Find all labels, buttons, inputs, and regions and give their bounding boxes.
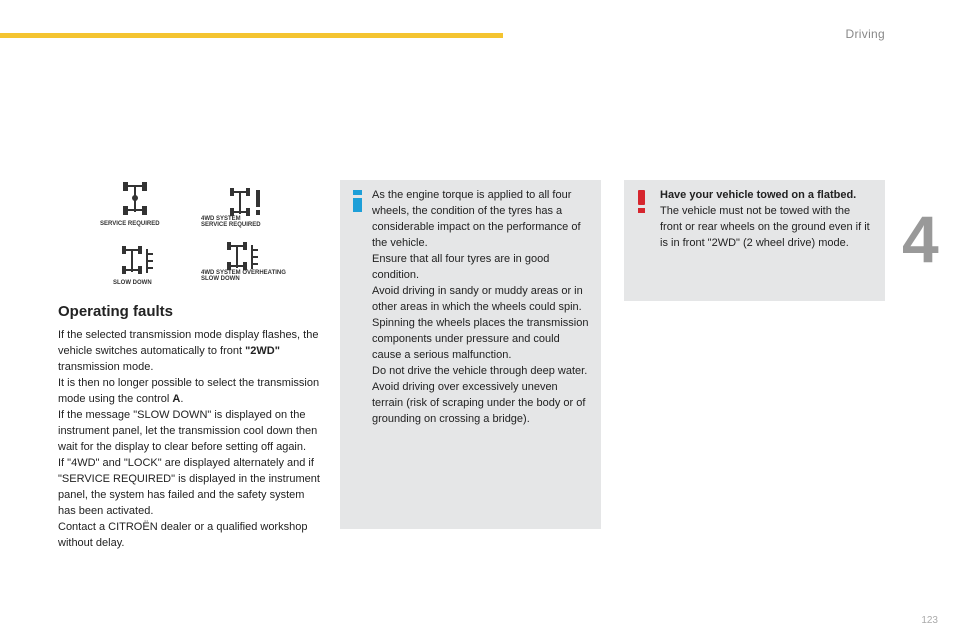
paragraph: If the selected transmission mode display flashes, the vehicle switches automatically to front "2WD" transmission mode. [58,329,319,373]
operating-faults-text [58,327,320,551]
page-number: 123 [921,615,938,626]
paragraph: Avoid driving in sandy or muddy areas or in other areas in which the wheels could spin. [372,285,583,313]
info-icon [353,190,363,212]
warning-heading: Have your vehicle towed on a flatbed. [660,189,857,201]
paragraph: If the message "SLOW DOWN" is displayed on the instrument panel, let the transmission cool down then wait for the display to clear before setting off again. [58,409,318,453]
paragraph: Contact a CITROËN dealer or a qualified workshop without delay. [58,521,308,549]
paragraph: As the engine torque is applied to all four wheels, the condition of the tyres has a considerable impact on the performance of the vehicle. [372,189,581,249]
paragraph: Avoid driving over excessively uneven terrain (risk of scraping under the body or of grounding on crossing a bridge). [372,381,586,425]
warning-light-label: 4WD SYSTEM OVERHEATING SLOW DOWN [201,270,286,282]
info-box [340,180,601,529]
chapter-number: 4 [902,202,939,276]
warning-icon [637,190,647,212]
paragraph: The vehicle must not be towed with the front or rear wheels on the ground even if it is in front "2WD" (2 wheel drive) mode. [660,205,870,249]
warning-light-label: SERVICE REQUIRED [100,221,160,227]
paragraph: Ensure that all four tyres are in good condition. [372,253,550,281]
paragraph: If "4WD" and "LOCK" are displayed alternately and if "SERVICE REQUIRED" is displayed in the instrument panel, the system has failed and the safety system has been activated. [58,457,320,517]
warning-text [660,187,875,251]
section-title: Driving [845,27,885,41]
drivetrain-icon [120,182,190,224]
warning-light-label: 4WD SYSTEM SERVICE REQUIRED [201,216,261,228]
info-text [372,187,590,427]
paragraph: Do not drive the vehicle through deep water. [372,365,588,377]
paragraph: It is then no longer possible to select the transmission mode using the control A. [58,377,320,405]
top-accent-bar [0,33,503,38]
warning-box [624,180,885,301]
warning-light-label: SLOW DOWN [113,280,152,286]
paragraph: Spinning the wheels places the transmission components under pressure and could cause a serious malfunction. [372,317,589,361]
section-heading: Operating faults [58,303,174,320]
